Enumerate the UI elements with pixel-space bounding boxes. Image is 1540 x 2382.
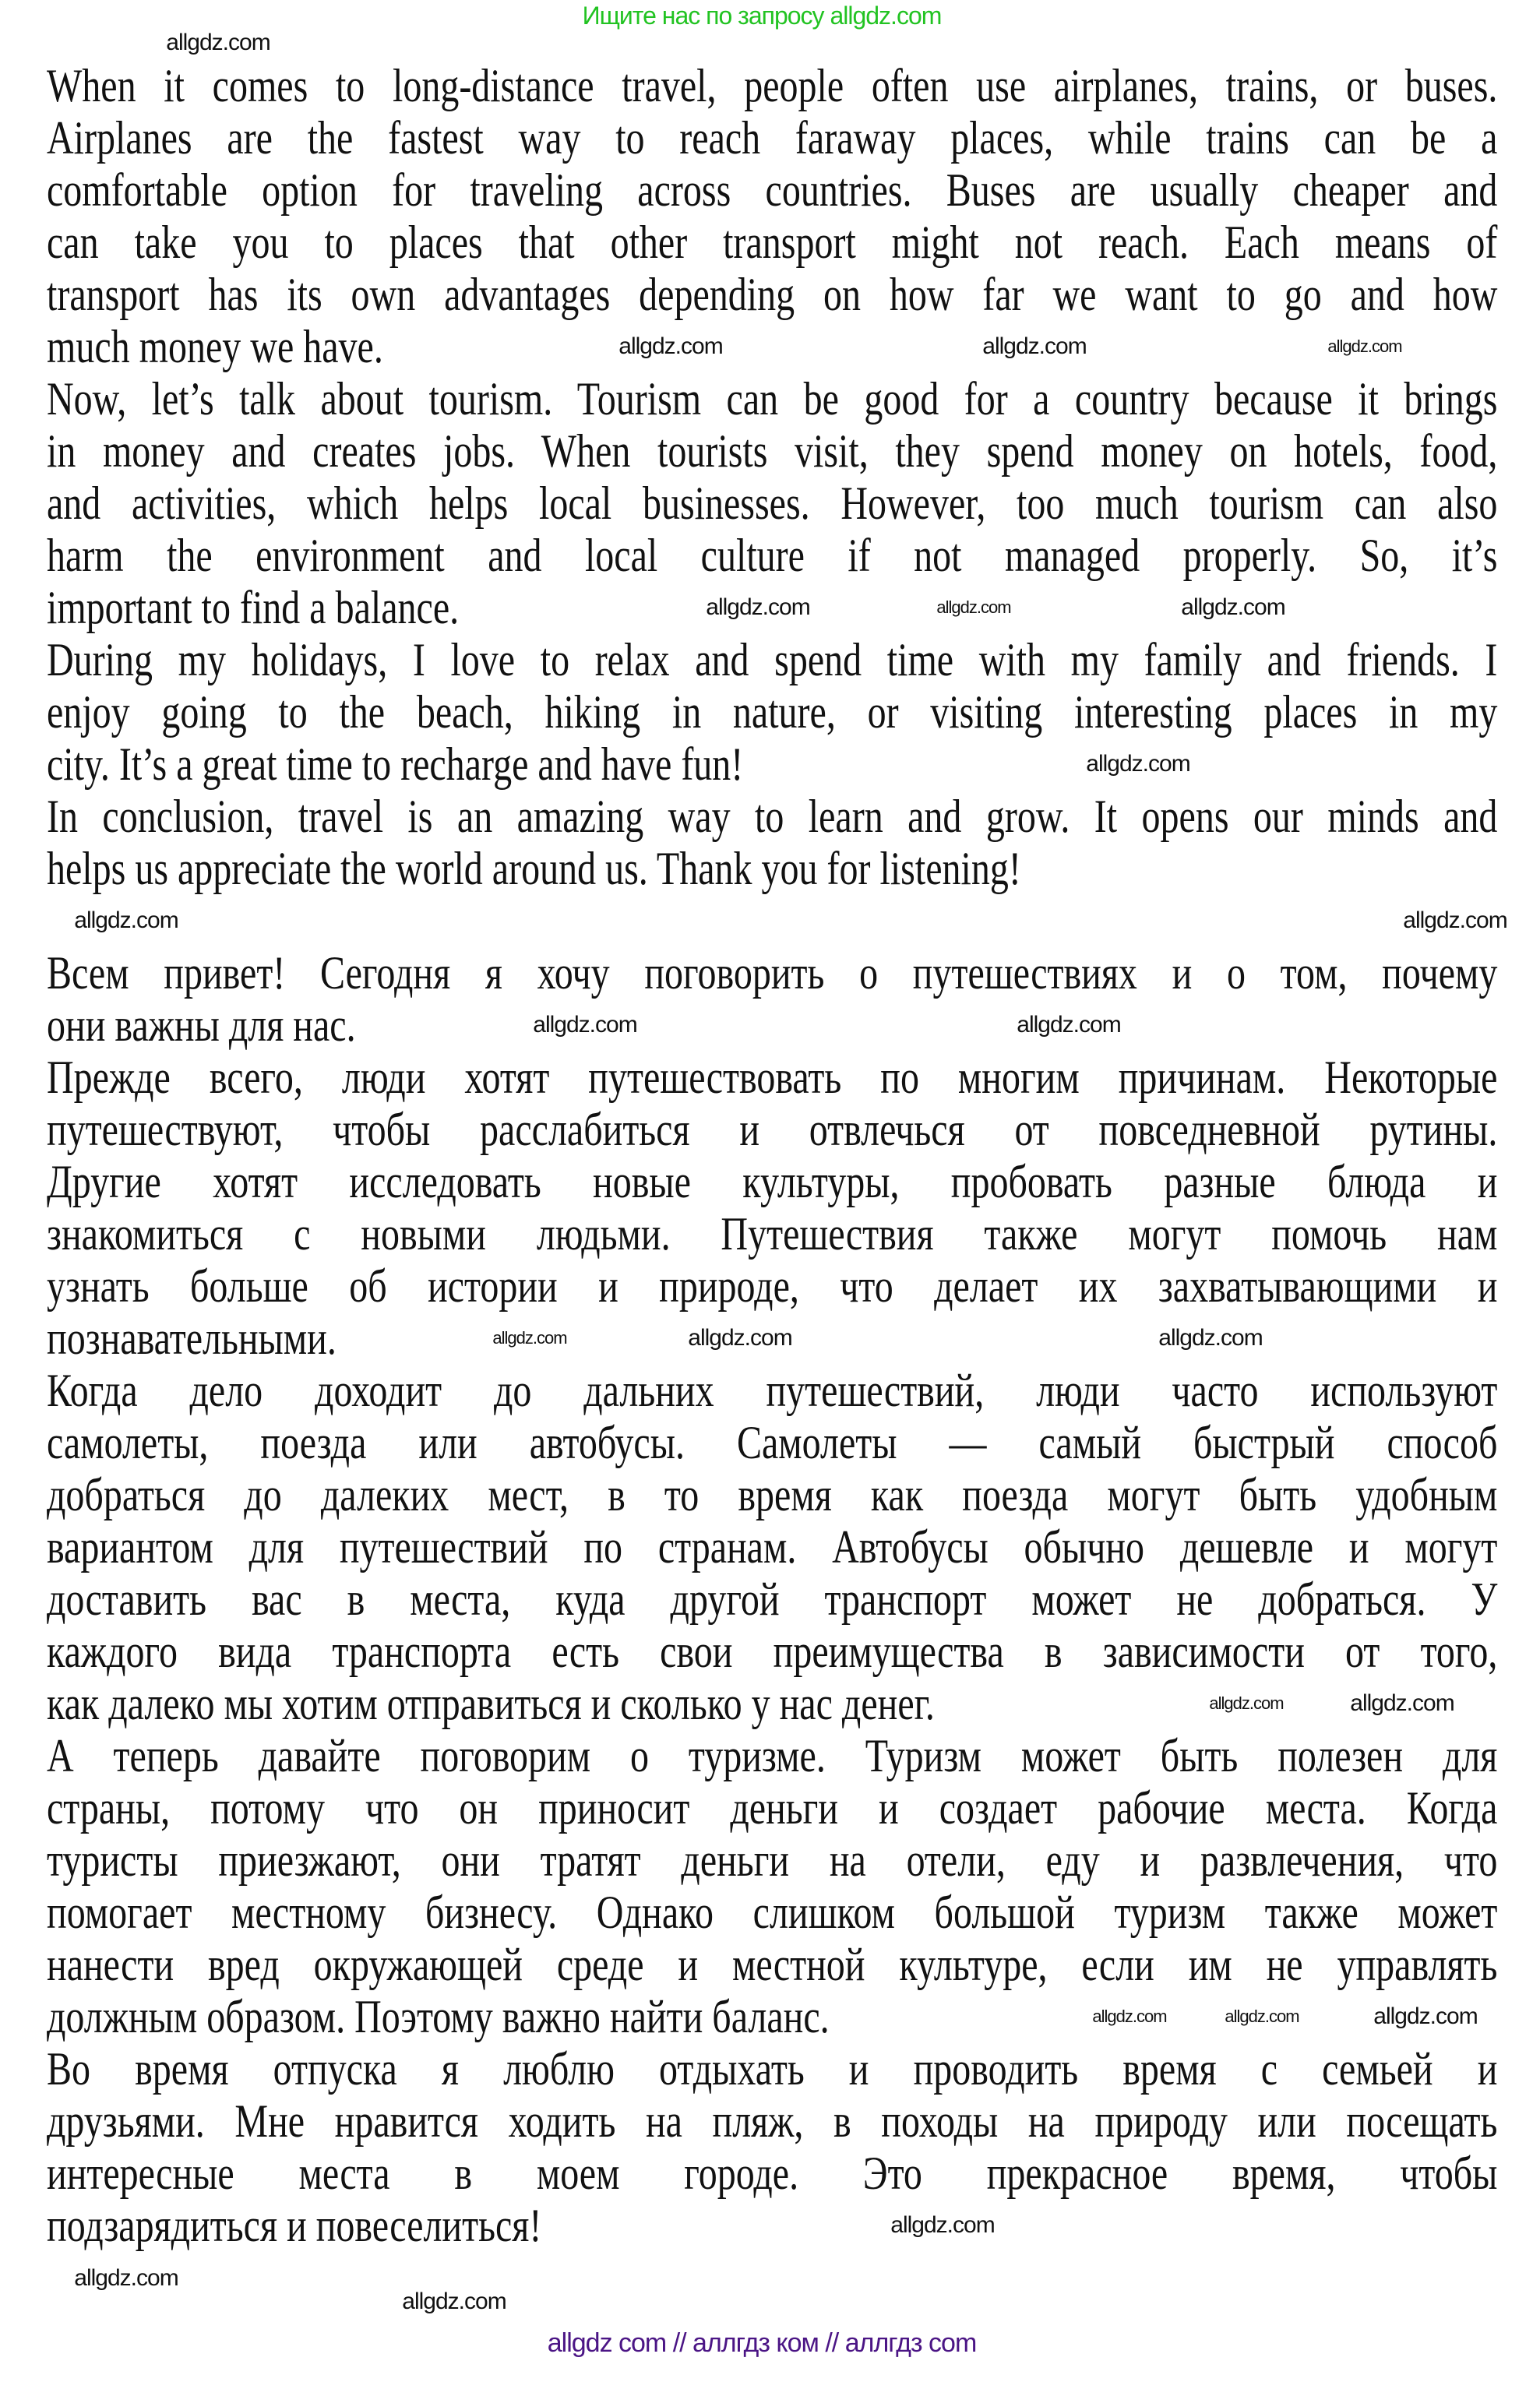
text-line: самолеты, поезда или автобусы. Самолеты — самый быстрый способ [47, 1417, 1498, 1468]
text-line: они важны для нас. [47, 999, 356, 1051]
text-line: can take you to places that other transport might not reach. Each means of [47, 217, 1498, 268]
text-line: Прежде всего, люди хотят путешествовать по многим причинам. Некоторые [47, 1052, 1498, 1103]
watermark: allgdz.com [1225, 2007, 1299, 2026]
promo-link[interactable]: Ищите нас по запросу allgdz.com [582, 2, 942, 30]
watermark: allgdz.com [618, 333, 723, 359]
paragraph [47, 895, 1497, 947]
watermark: allgdz.com [1158, 1325, 1263, 1351]
paragraph [47, 1730, 1497, 2043]
watermark: allgdz.com [982, 333, 1087, 359]
text-line: During my holidays, I love to relax and spend time with my family and friends. I [47, 634, 1498, 685]
text-line: помогает местному бизнесу. Однако слишком большой туризм также может [47, 1887, 1498, 1938]
text-line: When it comes to long-distance travel, people often use airplanes, trains, or buses. [47, 60, 1498, 111]
text-line: узнать больше об истории и природе, что делает их захватывающими и [47, 1260, 1498, 1312]
text-line: А теперь давайте поговорим о туризме. Туризм может быть полезен для [47, 1730, 1498, 1781]
text-line [47, 895, 1497, 947]
watermark: allgdz.com [1092, 2007, 1167, 2026]
watermark: allgdz.com [533, 1012, 637, 1038]
paragraph [47, 1365, 1497, 1730]
text-line: туристы приезжают, они тратят деньги на отели, еду и развлечения, что [47, 1834, 1498, 1886]
watermark: allgdz.com [1327, 337, 1402, 356]
text-line: helps us appreciate the world around us. Thank you for listening! [47, 843, 1021, 894]
text-line: страны, потому что он приносит деньги и создает рабочие места. Когда [47, 1782, 1498, 1834]
text-line: comfortable option for traveling across countries. Buses are usually cheaper and [47, 164, 1498, 216]
text-line: Now, let’s talk about tourism. Tourism can be good for a country because it brings [47, 373, 1498, 425]
watermark: allgdz.com [1086, 751, 1190, 777]
watermark: allgdz.com [492, 1328, 567, 1348]
paragraph [47, 1052, 1497, 1365]
text-line: знакомиться с новыми людьми. Путешествия также могут помочь нам [47, 1208, 1498, 1260]
document-body [47, 60, 1497, 2252]
text-line: познавательными. [47, 1313, 337, 1364]
watermark: allgdz.com [74, 907, 178, 933]
text-line: harm the environment and local culture if not managed properly. So, it’s [47, 530, 1498, 581]
text-line: Когда дело доходит до дальних путешествий, люди часто используют [47, 1365, 1498, 1416]
text-line: вариантом для путешествий по странам. Автобусы обычно дешевле и могут [47, 1521, 1498, 1573]
text-line: нанести вред окружающей среде и местной культуре, если им не управлять [47, 1939, 1498, 1990]
text-line: друзьями. Мне нравится ходить на пляж, в походы на природу или посещать [47, 2095, 1498, 2147]
paragraph [47, 60, 1497, 373]
text-line: much money we have. [47, 321, 383, 372]
text-line: интересные места в моем городе. Это прекрасное время, чтобы [47, 2148, 1498, 2199]
watermark: allgdz.com [74, 2265, 178, 2291]
paragraph [47, 791, 1497, 895]
text-line: Всем привет! Сегодня я хочу поговорить о путешествиях и о том, почему [47, 947, 1498, 999]
text-line: доставить вас в места, куда другой транспорт может не добраться. У [47, 1573, 1498, 1625]
text-line: Во время отпуска я люблю отдыхать и проводить время с семьей и [47, 2043, 1498, 2095]
watermark: allgdz.com [1017, 1012, 1121, 1038]
text-line: enjoy going to the beach, hiking in nature, or visiting interesting places in my [47, 686, 1498, 738]
text-line: in money and creates jobs. When tourists visit, they spend money on hotels, food, [47, 425, 1498, 477]
paragraph [47, 2043, 1497, 2252]
text-line: transport has its own advantages depending on how far we want to go and how [47, 269, 1498, 320]
watermark: allgdz.com [1209, 1693, 1284, 1713]
text-line: Airplanes are the fastest way to reach faraway places, while trains can be a [47, 112, 1498, 164]
watermark: allgdz.com [402, 2289, 506, 2314]
text-line: Другие хотят исследовать новые культуры, пробовать разные блюда и [47, 1156, 1498, 1207]
text-line: In conclusion, travel is an amazing way to learn and grow. It opens our minds and [47, 791, 1498, 842]
watermark: allgdz.com [1350, 1690, 1454, 1716]
paragraph [47, 947, 1497, 1052]
watermark: allgdz.com [1373, 2003, 1478, 2029]
watermark: allgdz.com [890, 2212, 995, 2238]
text-line: путешествуют, чтобы расслабиться и отвлечься от повседневной рутины. [47, 1104, 1498, 1155]
watermark: allgdz.com [936, 597, 1011, 617]
text-line: important to find a balance. [47, 582, 460, 633]
text-line: подзарядиться и повеселиться! [47, 2200, 542, 2251]
watermark: allgdz.com [1181, 594, 1285, 620]
text-line: как далеко мы хотим отправиться и сколько у нас денег. [47, 1678, 935, 1729]
text-line: добраться до далеких мест, в то время как поезда могут быть удобным [47, 1469, 1498, 1520]
watermark: allgdz.com [706, 594, 810, 620]
text-line: каждого вида транспорта есть свои преимущества в зависимости от того, [47, 1626, 1498, 1677]
paragraph [47, 634, 1497, 791]
watermark: allgdz.com [166, 30, 270, 55]
text-line: city. It’s a great time to recharge and have fun! [47, 738, 744, 790]
watermark: allgdz.com [688, 1325, 792, 1351]
footer-links[interactable]: allgdz com // аллгдз ком // аллгдз com [547, 2328, 977, 2358]
text-line: должным образом. Поэтому важно найти баланс. [47, 1991, 830, 2042]
watermark: allgdz.com [1403, 907, 1507, 933]
text-line: and activities, which helps local businesses. However, too much tourism can also [47, 477, 1498, 529]
